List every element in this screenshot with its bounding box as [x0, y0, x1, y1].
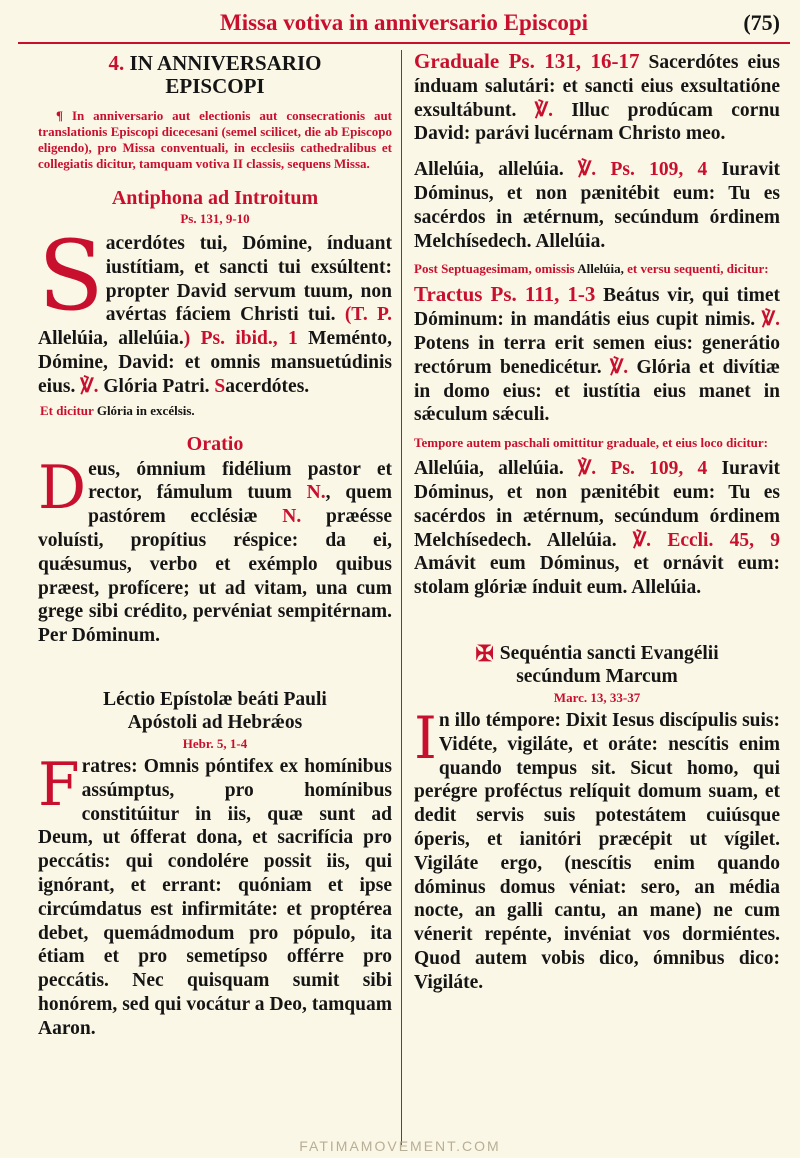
- oratio-drop-cap: D: [38, 452, 87, 523]
- tract-rubric: [414, 261, 780, 277]
- introit-repeat-initial: S: [214, 375, 226, 397]
- right-column: [414, 50, 780, 995]
- introit-gloria: Glória Patri.: [103, 375, 210, 397]
- versicle-icon: ℣.: [609, 356, 629, 378]
- paschal-psalm-ref: Ps. 109, 4: [610, 458, 708, 480]
- gospel-reference: Marc. 13, 33-37: [553, 689, 641, 705]
- heading-line-2: EPISCOPI: [165, 74, 265, 98]
- introit-tp: (T. P.: [344, 304, 392, 326]
- tract-rubric-word: Allelúia,: [577, 261, 624, 277]
- tract-text: [414, 283, 780, 427]
- paschal-alleluia: [414, 457, 780, 600]
- oratio-name-2: N.: [282, 506, 302, 528]
- gospel-drop-cap: I: [414, 703, 437, 772]
- introit-text-b: Meménto, Dómine, David: et omnis mansuetúdinis eius.: [38, 328, 392, 397]
- page-number: (75): [743, 10, 780, 35]
- gospel-title-line-2: secúndum Marcum: [516, 665, 678, 687]
- oratio-text: [38, 452, 393, 648]
- paschal-alleluia-words: Allelúia, allelúia.: [414, 458, 564, 480]
- gradual-text-a: Sacerdótes eius índuam salutári: et sancti eius exsultatióne exsultábunt.: [414, 52, 780, 121]
- versicle-icon: ℣.: [761, 309, 780, 331]
- introit-drop-cap: S: [38, 220, 104, 332]
- rubric-mark: ¶: [56, 108, 64, 123]
- versicle-icon: ℣.: [577, 159, 597, 181]
- heading-number: 4.: [108, 51, 125, 75]
- tract-rubric-a: Post Septuagesimam, omissis: [414, 261, 575, 277]
- oratio-text-c: præésse voluísti, propítius réspice: da ei, quǽsumus, verbo et exémplo quibus præest, profícere; ut ad vitam, una cum grege sibi crédito, pervéniat sempitérnam. Per Dóminum.: [38, 506, 393, 647]
- alleluia-text: Iuravit Dóminus, et non pænitébit eum: Tu es sacérdos in ætérnum, secúndum órdinem Melchísedech. Allelúia.: [414, 159, 780, 252]
- versicle-icon: ℣.: [632, 529, 652, 551]
- page-title: Missa votiva in anniversario Episcopi: [220, 10, 589, 35]
- header-rule: [18, 42, 790, 44]
- lectio-reference: Hebr. 5, 1-4: [182, 735, 248, 751]
- versicle-icon: ℣.: [80, 375, 99, 397]
- paschal-text-b: Amávit eum Dóminus, et ornávit eum: stolam glóriæ índuit eum. Allelúia.: [414, 553, 780, 599]
- lectio-text-body: ratres: Omnis póntifex ex homínibus assúmptus, pro homínibus constitúitur in iis, quæ sunt ad Deum, ut ófferat dona, et sacrifícia pro peccátis: qui condolére possit iis, qui ignórant, et errant: quóniam et ipse circúmdatus est infirmitáte: et proptérea debet, quemádmodum pro pópulo, ita étiam et pro semetípso offérre pro peccátis. Nec quisquam sumit sibi honórem, sed qui vocátur a Deo, tamquam Aaron.: [38, 755, 392, 1039]
- gradual-title: Graduale Ps. 131, 16-17: [414, 49, 640, 73]
- gradual-text-b: Illuc prodúcam cornu David: parávi lucérnam Christo meo.: [414, 99, 781, 145]
- introit-text-a: acerdótes tui, Dómine, índuant iustítiam, et sancti tui exsúltent: propter David servum tuum, non avértas fáciem Christi tui.: [105, 233, 392, 326]
- oratio-text-a: eus, ómnium fidélium pastor et rector, fámulum tuum: [88, 458, 392, 504]
- tract-title: Tractus Ps. 111, 1-3: [414, 282, 596, 307]
- lectio-title: [38, 688, 392, 734]
- alleluia-psalm-ref: Ps. 109, 4: [610, 159, 708, 181]
- gospel-title: [414, 642, 780, 688]
- lectio-title-line-1: Léctio Epístolæ beáti Pauli: [103, 688, 327, 710]
- gloria-text: Glória in excélsis.: [96, 402, 195, 418]
- column-divider: [401, 50, 402, 1145]
- versicle-icon: ℣.: [577, 458, 597, 480]
- tract-text-a: Beátus vir, qui timet Dóminum: in mandátis eius cupit nimis.: [414, 285, 780, 331]
- tract-rubric-b: et versu sequenti, dicitur:: [627, 261, 769, 277]
- oratio-title: Oratio: [186, 432, 244, 455]
- alleluia-verse: [414, 158, 780, 253]
- left-column: [38, 50, 392, 1041]
- lectio-title-line-2: Apóstoli ad Hebrǽos: [127, 711, 303, 733]
- versicle-icon: ℣.: [534, 99, 553, 121]
- introit-reference: Ps. 131, 9-10: [180, 211, 250, 226]
- gospel-text-body: n illo témpore: Dixit Iesus discípulis suis: Vidéte, vigiláte, et oráte: nescítis enim quando tempus sit. Sicut homo, qui perégre proféctus relíquit domum suam, et dedit servis suis potestátem cuiúsque óperis, et ianitóri præcépit ut vígilet. Vigiláte ergo, (nescítis enim quando dóminus domus véniat: sero, an média nocte, an galli cantu, an mane) ne cum vénerit repénte, invéniat vos dormiéntes. Quod autem vobis dico, ómnibus dico: Vigiláte.: [414, 709, 780, 993]
- lectio-text: [38, 749, 392, 1041]
- gradual-text: [414, 50, 780, 146]
- introit-tp-close: ): [183, 328, 191, 350]
- page-header: [0, 0, 800, 40]
- intro-rubric: [38, 108, 392, 172]
- introit-psalm-ref: Ps. ibid., 1: [200, 328, 298, 350]
- paschal-rubric: Tempore autem paschali omittitur graduale, et eius loco dicitur:: [414, 435, 768, 451]
- alleluia-words: Allelúia, allelúia.: [414, 159, 564, 181]
- intro-rubric-text: In anniversario aut electionis aut consecrationis aut translationis Episcopi dicecesani (semel scilicet, die ab Episcopo eligendo), pro Missa conventuali, in ecclesiis cathedralibus et collegiatis dicitur, tamquam votiva II classis, sequens Missa.: [38, 108, 393, 171]
- paschal-text-a: Iuravit Dóminus, et non pænitébit eum: Tu es sacérdos in ætérnum, secúndum órdinem Melchísedech. Allelúia.: [414, 458, 780, 551]
- introit-repeat: acerdótes.: [225, 375, 310, 397]
- watermark: FATIMAMOVEMENT.COM: [299, 1138, 501, 1154]
- oratio-name-1: N.: [306, 482, 326, 504]
- oratio-text-b: , quem pastórem ecclésiæ: [88, 482, 392, 528]
- gospel-text: [414, 703, 780, 995]
- gospel-title-line-1: Sequéntia sancti Evangélii: [499, 642, 719, 664]
- gloria-rubric-intro: Et dicitur: [40, 402, 94, 418]
- heading-line-1: IN ANNIVERSARIO: [129, 51, 322, 75]
- lectio-drop-cap: F: [38, 749, 80, 820]
- gloria-rubric: [38, 403, 392, 419]
- mass-heading: [38, 52, 392, 98]
- paschal-eccli-ref: Eccli. 45, 9: [667, 529, 780, 551]
- tract-text-b: Potens in terra erit semen eius: generátio rectórum benedicétur.: [414, 332, 780, 378]
- tract-text-c: Glória et divítiæ in domo eius: et iustítia eius manet in sǽculum sǽculi.: [414, 356, 780, 426]
- introit-title: Antiphona ad Introitum: [111, 187, 319, 209]
- introit-alleluia: Allelúia, allelúia.: [38, 328, 184, 350]
- introit-text: [38, 220, 392, 399]
- cross-icon: ✠: [475, 640, 494, 666]
